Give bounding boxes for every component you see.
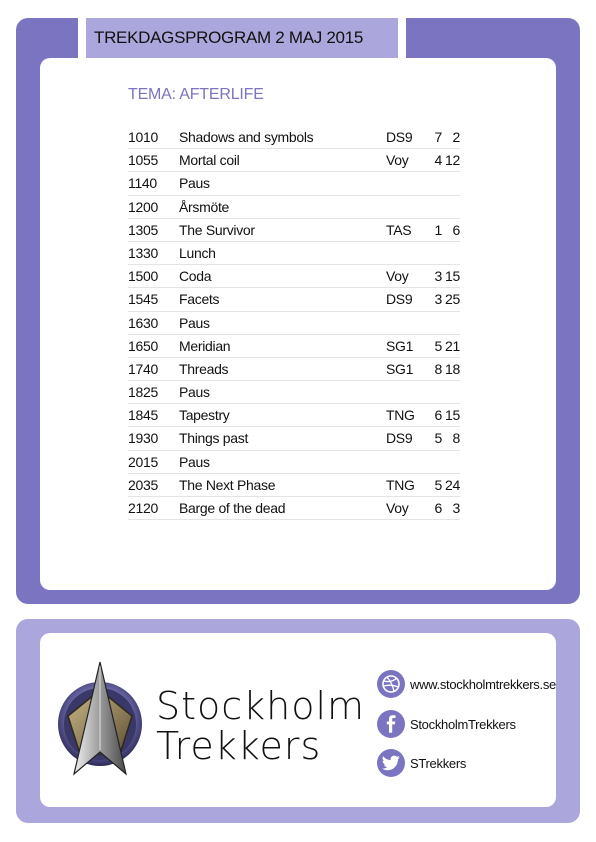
schedule-time: 1545	[128, 291, 158, 308]
schedule-title: Tapestry	[179, 407, 230, 424]
page-title: TREKDAGSPROGRAM 2 MAJ 2015	[94, 28, 363, 47]
brand-name-line1: Stockholm	[156, 684, 366, 728]
schedule-season: 6	[434, 500, 442, 516]
schedule-series: DS9	[386, 129, 413, 145]
schedule-season: 3	[434, 268, 442, 285]
schedule-episode: 15	[445, 268, 460, 285]
schedule-episode: 24	[445, 476, 460, 493]
schedule-title: Paus	[179, 384, 210, 401]
schedule-episode: 8	[452, 430, 460, 447]
schedule-title: Årsmöte	[179, 198, 230, 215]
schedule-time: 1500	[128, 268, 158, 285]
schedule-row	[128, 427, 460, 450]
schedule-title: The Survivor	[179, 221, 255, 238]
schedule-season: 1	[434, 221, 442, 238]
schedule-time: 1055	[128, 152, 158, 169]
schedule-title: Meridian	[179, 337, 231, 354]
website-link[interactable]	[377, 670, 556, 698]
website-label: www.stockholmtrekkers.se	[410, 676, 556, 692]
schedule-season: 6	[434, 407, 442, 424]
schedule-season: 8	[434, 360, 442, 377]
schedule-series: TAS	[386, 221, 412, 238]
schedule-row	[128, 358, 460, 381]
schedule-time: 2035	[128, 476, 158, 493]
schedule-episode: 12	[445, 152, 460, 169]
schedule-time: 1330	[128, 244, 158, 261]
schedule-row	[128, 497, 460, 520]
schedule-row	[128, 242, 460, 265]
schedule-episode: 6	[452, 221, 460, 238]
schedule-episode: 2	[452, 129, 460, 145]
schedule-row	[128, 126, 460, 149]
schedule-title: Lunch	[179, 244, 216, 261]
schedule-series: Voy	[386, 268, 409, 285]
schedule-time: 1010	[128, 129, 158, 145]
schedule-row	[128, 381, 460, 404]
schedule-title: The Next Phase	[179, 476, 276, 493]
twitter-bird-icon	[377, 749, 405, 777]
schedule-title: Threads	[179, 360, 229, 377]
schedule-series: TNG	[386, 476, 415, 493]
dribbble-ball-icon	[377, 670, 405, 698]
schedule-time: 1825	[128, 384, 158, 401]
facebook-label: StockholmTrekkers	[410, 716, 516, 732]
schedule-time: 1740	[128, 360, 158, 377]
schedule-time: 1845	[128, 407, 158, 424]
schedule-time: 1930	[128, 430, 158, 447]
title-bar	[86, 18, 398, 58]
schedule-series: DS9	[386, 430, 413, 447]
schedule-series: SG1	[386, 360, 414, 377]
brand-name-line2: Trekkers	[156, 724, 322, 768]
schedule-episode: 18	[445, 360, 460, 377]
schedule-episode: 3	[452, 500, 460, 516]
schedule-season: 5	[434, 430, 442, 447]
schedule-time: 2120	[128, 500, 158, 516]
facebook-link[interactable]	[377, 710, 516, 738]
schedule-row	[128, 312, 460, 335]
schedule-time: 1140	[128, 175, 157, 192]
schedule-season: 5	[434, 476, 442, 493]
schedule-time: 1305	[128, 221, 158, 238]
schedule-season: 4	[434, 152, 442, 169]
schedule-row	[128, 474, 460, 497]
schedule-series: DS9	[386, 291, 413, 308]
schedule-title: Paus	[179, 314, 210, 331]
schedule-row	[128, 288, 460, 311]
schedule-time: 1200	[128, 198, 158, 215]
schedule-title: Facets	[179, 291, 220, 308]
schedule-title: Shadows and symbols	[179, 129, 314, 145]
schedule-title: Coda	[179, 268, 212, 285]
schedule-time: 1650	[128, 337, 158, 354]
schedule-title: Things past	[179, 430, 249, 447]
schedule-episode: 21	[445, 337, 460, 354]
schedule-row	[128, 265, 460, 288]
schedule-row	[128, 404, 460, 427]
schedule-season: 3	[434, 291, 442, 308]
schedule-season: 5	[434, 337, 442, 354]
schedule-title: Paus	[179, 175, 210, 192]
schedule-time: 1630	[128, 314, 158, 331]
facebook-icon	[377, 710, 405, 738]
schedule-row	[128, 196, 460, 219]
schedule-row	[128, 219, 460, 242]
schedule-time: 2015	[128, 453, 158, 470]
schedule-row	[128, 172, 460, 195]
schedule-row	[128, 451, 460, 474]
schedule-series: Voy	[386, 152, 409, 169]
schedule-title: Mortal coil	[179, 152, 240, 169]
starfleet-delta-logo-icon	[56, 660, 146, 778]
schedule-series: Voy	[386, 500, 409, 516]
twitter-label: STrekkers	[410, 755, 467, 771]
schedule-title: Barge of the dead	[179, 500, 286, 516]
schedule-series: TNG	[386, 407, 415, 424]
schedule-season: 7	[434, 129, 442, 145]
schedule-row	[128, 335, 460, 358]
schedule-row	[128, 149, 460, 172]
schedule-title: Paus	[179, 453, 210, 470]
schedule-episode: 25	[445, 291, 460, 308]
schedule-table	[128, 126, 460, 520]
schedule-episode: 15	[445, 407, 460, 424]
twitter-link[interactable]	[377, 749, 466, 777]
schedule-series: SG1	[386, 337, 414, 354]
theme-heading: TEMA: AFTERLIFE	[128, 86, 264, 103]
